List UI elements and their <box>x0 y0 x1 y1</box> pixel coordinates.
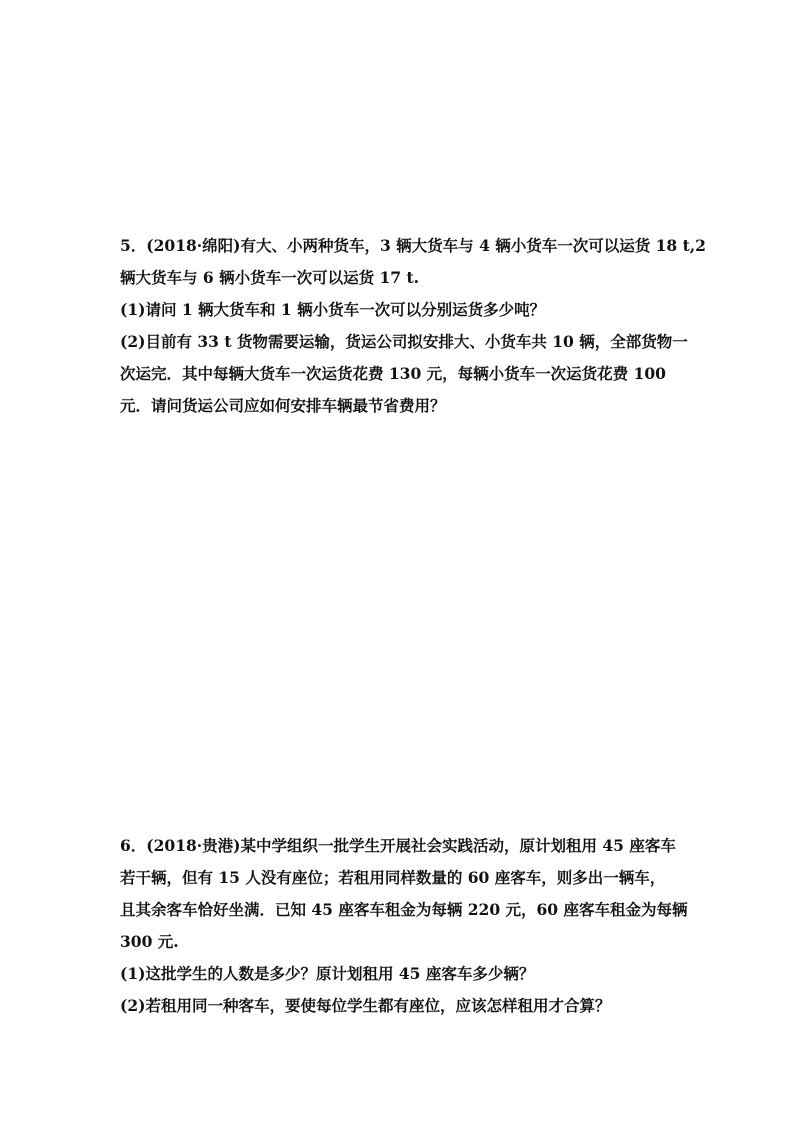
problem-6 <box>120 830 688 1022</box>
problem-6-statement-line-3: 且其余客车恰好坐满．已知 45 座客车租金为每辆 220 元，60 座客车租金为每辆 <box>120 900 688 919</box>
problem-5-question-1: (1)请问 1 辆大货车和 1 辆小货车一次可以分别运货多少吨？ <box>120 300 546 319</box>
problem-6-statement-line-1: 6．(2018·贵港)某中学组织一批学生开展社会实践活动，原计划租用 45 座客车 <box>120 836 676 855</box>
problem-5-statement-line-1: 5．(2018·绵阳)有大、小两种货车，3 辆大货车与 4 辆小货车一次可以运货 18 t,2 <box>120 236 706 255</box>
problem-6-question-1: (1)这批学生的人数是多少？原计划租用 45 座客车多少辆？ <box>120 964 535 983</box>
problem-5-statement-line-2: 辆大货车与 6 辆小货车一次可以运货 17 t. <box>120 268 419 287</box>
problem-5-question-2-line-3: 元．请问货运公司应如何安排车辆最节省费用？ <box>120 396 446 415</box>
problem-6-statement-line-4: 300 元. <box>120 932 179 951</box>
problem-5 <box>120 230 706 422</box>
problem-5-question-2-line-2: 次运完．其中每辆大货车一次运货花费 130 元，每辆小货车一次运货花费 100 <box>120 364 666 383</box>
problem-5-question-2-line-1: (2)目前有 33 t 货物需要运输，货运公司拟安排大、小货车共 10 辆，全部货物一 <box>120 332 688 351</box>
problem-6-question-2: (2)若租用同一种客车，要使每位学生都有座位，应该怎样租用才合算？ <box>120 996 611 1015</box>
problem-6-statement-line-2: 若干辆，但有 15 人没有座位；若租用同样数量的 60 座客车，则多出一辆车， <box>120 868 666 887</box>
